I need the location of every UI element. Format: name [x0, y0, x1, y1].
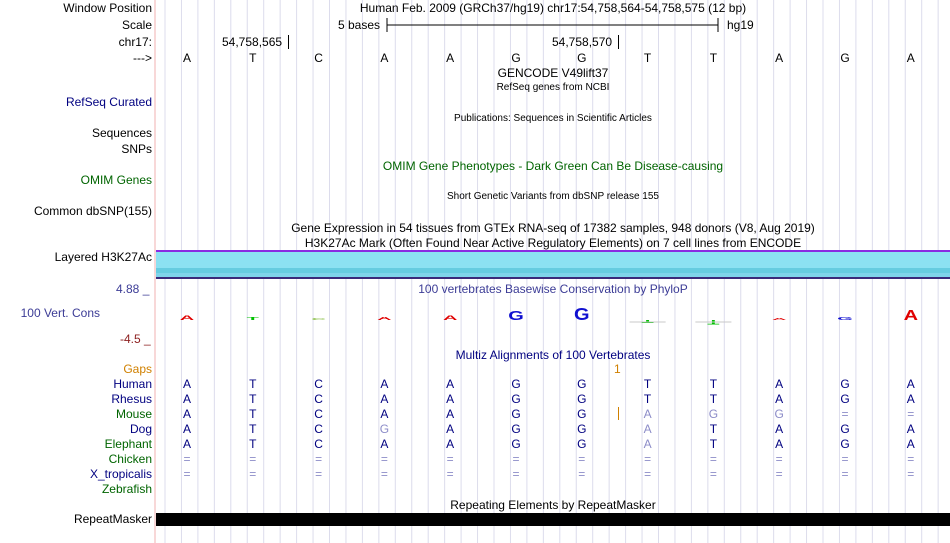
- omim-genes-label[interactable]: OMIM Genes: [80, 173, 152, 187]
- alignment-base: A: [446, 422, 455, 436]
- alignment-base: =: [775, 452, 783, 466]
- reference-base: G: [840, 51, 850, 65]
- alignment-base: =: [183, 452, 191, 466]
- h3k27ac-signal[interactable]: [156, 250, 950, 279]
- phylop-logo-letter: A: [442, 314, 458, 322]
- phylop-logo-letter: G: [508, 308, 524, 324]
- species-label[interactable]: Chicken: [108, 452, 152, 466]
- reference-base: T: [709, 51, 718, 65]
- alignment-base: T: [249, 377, 257, 391]
- strand-label: --->: [133, 51, 152, 65]
- position-tick-1-mark: [288, 35, 289, 49]
- alignment-base: A: [182, 422, 191, 436]
- alignment-base: A: [906, 437, 915, 451]
- alignment-base: A: [380, 407, 389, 421]
- alignment-base: =: [249, 467, 257, 481]
- species-label[interactable]: Human: [113, 377, 152, 391]
- alignment-base: C: [314, 392, 323, 406]
- reference-base: G: [577, 51, 587, 65]
- gencode-track-title[interactable]: GENCODE V49lift37: [497, 66, 609, 80]
- gtex-track-title[interactable]: Gene Expression in 54 tissues from GTEx RNA-seq of 17382 samples, 948 donors (V8, Aug 2019): [291, 221, 815, 235]
- phylop-max-label: 4.88 _: [116, 282, 150, 296]
- alignment-base: =: [315, 467, 323, 481]
- alignment-base: T: [249, 407, 257, 421]
- alignment-base: A: [182, 407, 191, 421]
- phylop-logo[interactable]: [156, 296, 950, 346]
- phylop-label[interactable]: 100 Vert. Cons: [20, 306, 100, 320]
- alignment-base: G: [511, 407, 521, 421]
- alignment-base: A: [775, 377, 784, 391]
- alignment-base: A: [446, 437, 455, 451]
- alignment-base: A: [775, 392, 784, 406]
- gaps-label[interactable]: Gaps: [123, 362, 152, 376]
- h3k27ac-label[interactable]: Layered H3K27Ac: [54, 250, 152, 264]
- alignment-base: A: [906, 377, 915, 391]
- dbsnp-label[interactable]: Common dbSNP(155): [33, 204, 152, 218]
- alignment-base: G: [840, 422, 850, 436]
- reference-base: T: [249, 51, 257, 65]
- phylop-logo-letter: A: [179, 314, 195, 322]
- snps-label[interactable]: SNPs: [121, 142, 152, 156]
- alignment-base: G: [511, 392, 521, 406]
- alignment-base: G: [774, 407, 784, 421]
- phylop-logo-letter: C: [311, 317, 326, 321]
- reference-base: C: [314, 51, 323, 65]
- alignment-base: =: [380, 452, 388, 466]
- scale-assembly: hg19: [727, 18, 754, 32]
- alignment-base: A: [380, 392, 389, 406]
- alignment-base: =: [907, 407, 915, 421]
- alignment-base: T: [709, 377, 718, 391]
- alignment-base: A: [643, 437, 652, 451]
- alignment-base: T: [643, 377, 652, 391]
- alignment-base: C: [314, 422, 323, 436]
- alignment-base: =: [446, 467, 454, 481]
- repeatmasker-label[interactable]: RepeatMasker: [73, 512, 152, 526]
- scale-text: 5 bases: [338, 18, 381, 32]
- alignment-base: G: [840, 377, 850, 391]
- multiz-track-title[interactable]: Multiz Alignments of 100 Vertebrates: [455, 348, 651, 362]
- gap-count: 1: [614, 362, 621, 376]
- alignment-base: G: [577, 377, 587, 391]
- reference-base: A: [380, 51, 389, 65]
- repeatmasker-element[interactable]: [156, 513, 950, 526]
- alignment-base: A: [446, 392, 455, 406]
- alignment-base: G: [577, 407, 587, 421]
- alignment-base: G: [511, 377, 521, 391]
- alignment-base: =: [512, 467, 520, 481]
- phylop-logo-letter: G: [574, 304, 590, 324]
- alignment-base: C: [314, 407, 323, 421]
- alignment-base: =: [446, 452, 454, 466]
- alignment-base: =: [644, 467, 652, 481]
- scale-bar: [386, 16, 720, 34]
- alignment-base: A: [906, 422, 915, 436]
- scale-label: Scale: [121, 18, 152, 32]
- alignment-base: T: [709, 437, 718, 451]
- alignment-base: G: [840, 392, 850, 406]
- alignment-base: =: [907, 452, 915, 466]
- alignment-base: A: [906, 392, 915, 406]
- refseq-curated-label[interactable]: RefSeq Curated: [65, 95, 152, 109]
- alignment-base: =: [380, 467, 388, 481]
- alignment-base: A: [182, 437, 191, 451]
- species-label[interactable]: Elephant: [104, 437, 152, 451]
- alignment-base: A: [380, 377, 389, 391]
- phylop-logo-letter: G: [837, 316, 853, 322]
- species-label[interactable]: Dog: [129, 422, 152, 436]
- alignment-base: G: [379, 422, 390, 436]
- alignment-base: C: [314, 437, 323, 451]
- alignment-base: A: [775, 437, 784, 451]
- omim-track-title[interactable]: OMIM Gene Phenotypes - Dark Green Can Be Disease-causing: [382, 159, 724, 173]
- repeatmasker-track-title[interactable]: Repeating Elements by RepeatMasker: [450, 498, 656, 512]
- position-tick-1: 54,758,565: [222, 35, 283, 49]
- reference-base: G: [511, 51, 521, 65]
- phylop-logo-letter: A: [903, 306, 919, 324]
- reference-base: A: [775, 51, 784, 65]
- alignment-base: =: [709, 467, 717, 481]
- position-tick-2-mark: [618, 35, 619, 49]
- species-label[interactable]: Rhesus: [111, 392, 152, 406]
- phylop-min-label: -4.5 _: [120, 332, 151, 346]
- alignment-base: =: [315, 452, 323, 466]
- alignment-base: =: [183, 467, 191, 481]
- reference-base: T: [643, 51, 652, 65]
- species-label[interactable]: Mouse: [115, 407, 152, 421]
- alignment-base: C: [314, 377, 323, 391]
- publications-track-title[interactable]: Publications: Sequences in Scientific Articles: [454, 113, 652, 124]
- alignment-base: G: [511, 422, 521, 436]
- chrom-label: chr17:: [118, 35, 152, 49]
- alignment-base: A: [446, 407, 455, 421]
- reference-base: A: [446, 51, 455, 65]
- position-tick-2: 54,758,570: [552, 35, 613, 49]
- alignment-base: G: [577, 392, 587, 406]
- alignment-base: A: [182, 377, 191, 391]
- window-position-label: Window Position: [63, 1, 152, 15]
- alignment-base: =: [512, 452, 520, 466]
- alignment-base: =: [841, 452, 849, 466]
- alignment-base: T: [709, 392, 718, 406]
- alignment-base: T: [709, 422, 718, 436]
- alignment-base: G: [577, 422, 587, 436]
- phylop-logo-letter: A: [377, 316, 392, 322]
- alignment-base: =: [841, 467, 849, 481]
- phylop-track-title[interactable]: 100 vertebrates Basewise Conservation by PhyloP: [418, 282, 688, 296]
- alignment-base: T: [249, 392, 257, 406]
- alignment-base: =: [907, 467, 915, 481]
- alignment-base: G: [511, 437, 521, 451]
- alignment-base: T: [643, 392, 652, 406]
- species-label[interactable]: Zebrafish: [101, 482, 152, 496]
- alignment-base: T: [249, 437, 257, 451]
- alignment-base: =: [644, 452, 652, 466]
- alignment-base: =: [249, 452, 257, 466]
- sequences-label[interactable]: Sequences: [91, 126, 152, 140]
- alignment-base: A: [775, 422, 784, 436]
- alignment-base: A: [446, 377, 455, 391]
- alignment-base: G: [577, 437, 587, 451]
- alignment-base: =: [578, 467, 586, 481]
- alignment-base: =: [841, 407, 849, 421]
- alignment-base: =: [578, 452, 586, 466]
- alignment-base: A: [182, 392, 191, 406]
- species-label[interactable]: X_tropicalis: [89, 467, 152, 481]
- alignment-base: G: [840, 437, 850, 451]
- phylop-logo-letter: T: [641, 318, 654, 324]
- alignment-base: =: [709, 452, 717, 466]
- phylop-logo-letter: T: [246, 316, 259, 322]
- h3k27ac-track-title[interactable]: H3K27Ac Mark (Often Found Near Active Regulatory Elements) on 7 cell lines from ENCODE: [304, 236, 802, 250]
- refseq-track-subtitle[interactable]: RefSeq genes from NCBI: [496, 82, 610, 93]
- phylop-logo-letter: T: [707, 318, 720, 326]
- reference-base: A: [182, 51, 191, 65]
- phylop-logo-letter: A: [771, 317, 787, 321]
- alignment-base: A: [643, 422, 652, 436]
- window-position-value[interactable]: Human Feb. 2009 (GRCh37/hg19) chr17:54,758,564-54,758,575 (12 bp): [359, 1, 747, 15]
- alignment-base: A: [643, 407, 652, 421]
- alignment-base: A: [380, 437, 389, 451]
- reference-base: A: [906, 51, 915, 65]
- insertion-marker: [618, 407, 619, 420]
- dbsnp-track-title[interactable]: Short Genetic Variants from dbSNP release 155: [447, 191, 659, 202]
- alignment-base: T: [249, 422, 257, 436]
- alignment-base: =: [775, 467, 783, 481]
- alignment-base: G: [708, 407, 719, 421]
